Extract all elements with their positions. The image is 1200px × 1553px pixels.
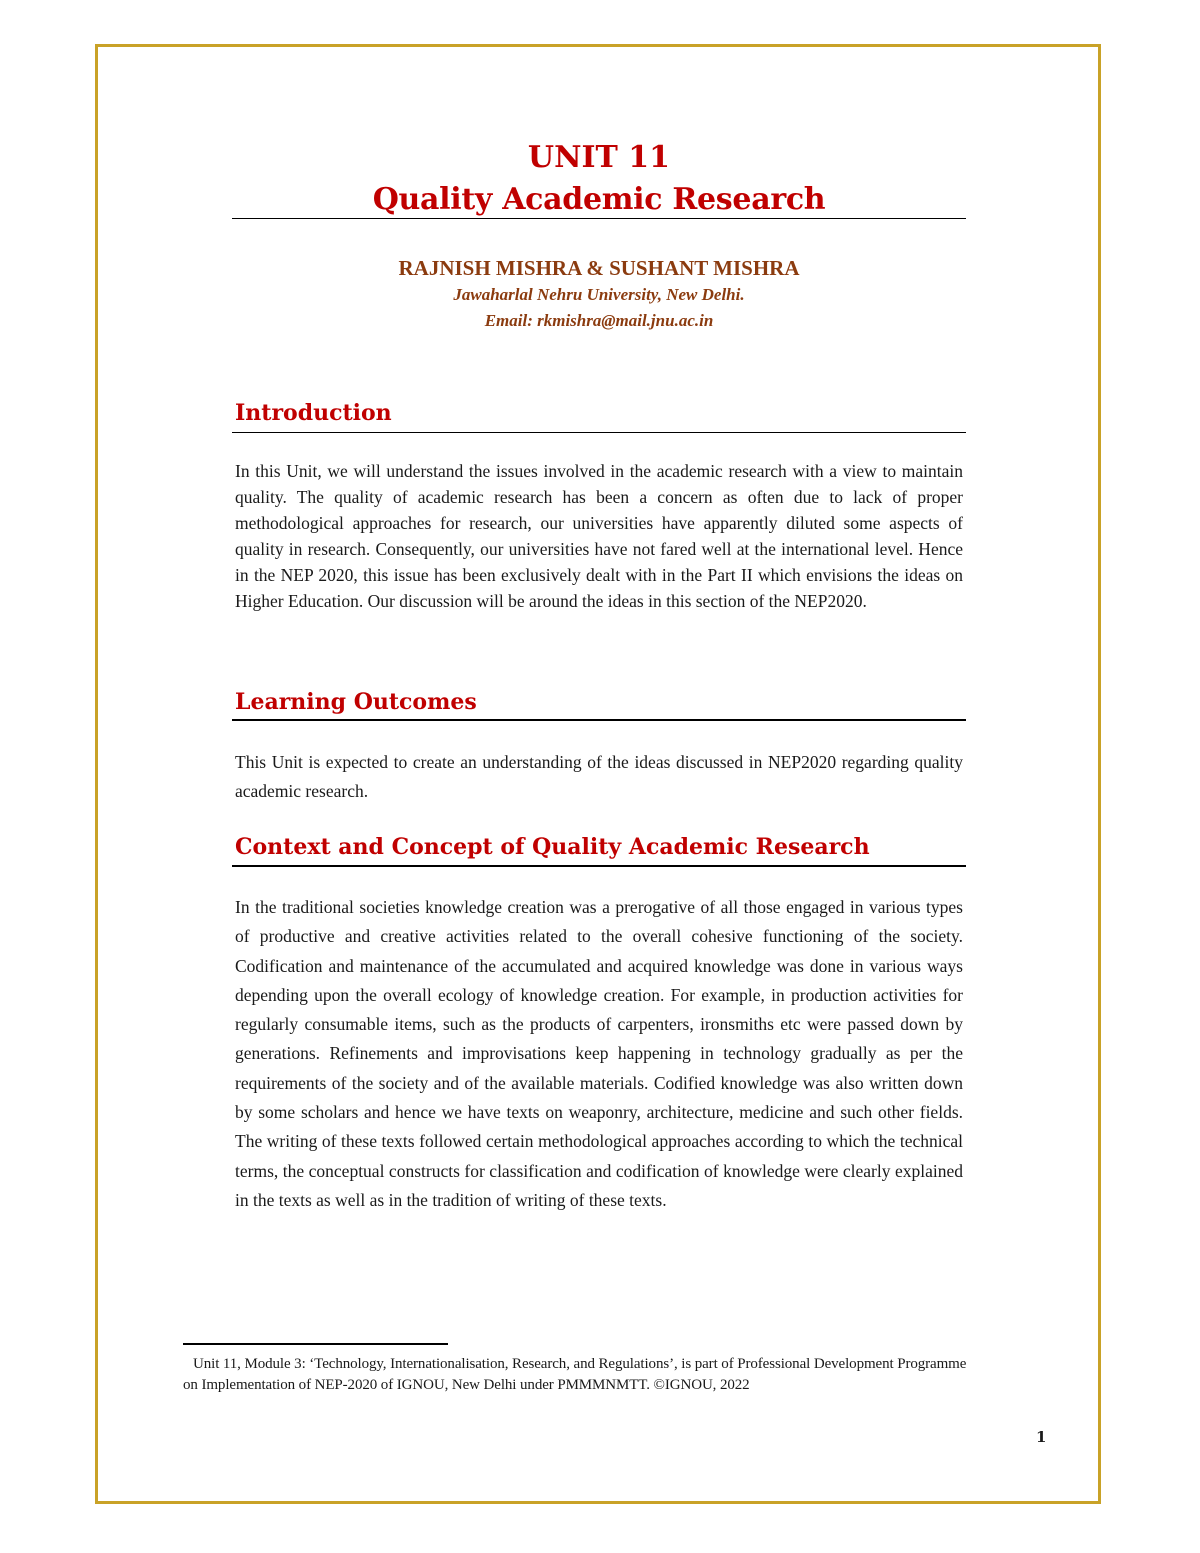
heading-context: Context and Concept of Quality Academic Research — [235, 834, 870, 860]
unit-title: Quality Academic Research — [372, 182, 826, 217]
introduction-divider — [232, 432, 966, 433]
context-divider — [232, 865, 966, 867]
unit-number: UNIT 11 — [527, 140, 671, 175]
footnote-divider — [183, 1343, 448, 1345]
heading-introduction: Introduction — [235, 400, 392, 426]
title-divider — [232, 218, 966, 219]
footnote: Unit 11, Module 3: ‘Technology, Internationalisation, Research, and Regulations’, is part of Professional Development Programme on Implementation of NEP-2020 of IGNOU, New Delhi under PMMMNMTT. ©IGNOU, 2022 — [183, 1356, 967, 1393]
context-paragraph: In the traditional societies knowledge creation was a prerogative of all those engaged in various types of productive and creative activities related to the overall cohesive functioning of the society. Codification and maintenance of the accumulated and acquired knowledge was done in various ways depending upon the overall ecology of knowledge creation. For example, in production activities for regularly consumable items, such as the products of carpenters, ironsmiths etc were passed down by generations. Refinements and improvisations keep happening in technology gradually as per the requirements of the society and of the available materials. Codified knowledge was also written down by some scholars and hence we have texts on weaponry, architecture, medicine and such other fields. The writing of these texts followed certain methodological approaches according to which the technical terms, the conceptual constructs for classification and codification of knowledge were clearly explained in the texts as well as in the tradition of writing of these texts. — [235, 897, 963, 1210]
page-number: 1 — [1036, 1428, 1047, 1446]
author-email: Email: rkmishra@mail.jnu.ac.in — [484, 311, 714, 330]
introduction-paragraph: In this Unit, we will understand the issues involved in the academic research with a view to maintain quality. The quality of academic research has been a concern as often due to lack of proper methodological approaches for research, our universities have apparently diluted some aspects of quality in research. Consequently, our universities have not fared well at the international level. Hence in the NEP 2020, this issue has been exclusively dealt with in the Part II which envisions the ideas on Higher Education. Our discussion will be around the ideas in this section of the NEP2020. — [235, 461, 963, 611]
affiliation: Jawaharlal Nehru University, New Delhi. — [453, 285, 745, 304]
learning-outcomes-divider — [232, 719, 966, 721]
learning-outcomes-paragraph: This Unit is expected to create an understanding of the ideas discussed in NEP2020 regarding quality academic research. — [235, 752, 963, 801]
authors: RAJNISH MISHRA & SUSHANT MISHRA — [398, 256, 800, 280]
heading-learning-outcomes: Learning Outcomes — [235, 689, 477, 715]
author-block — [232, 254, 966, 334]
title-block — [232, 138, 966, 222]
